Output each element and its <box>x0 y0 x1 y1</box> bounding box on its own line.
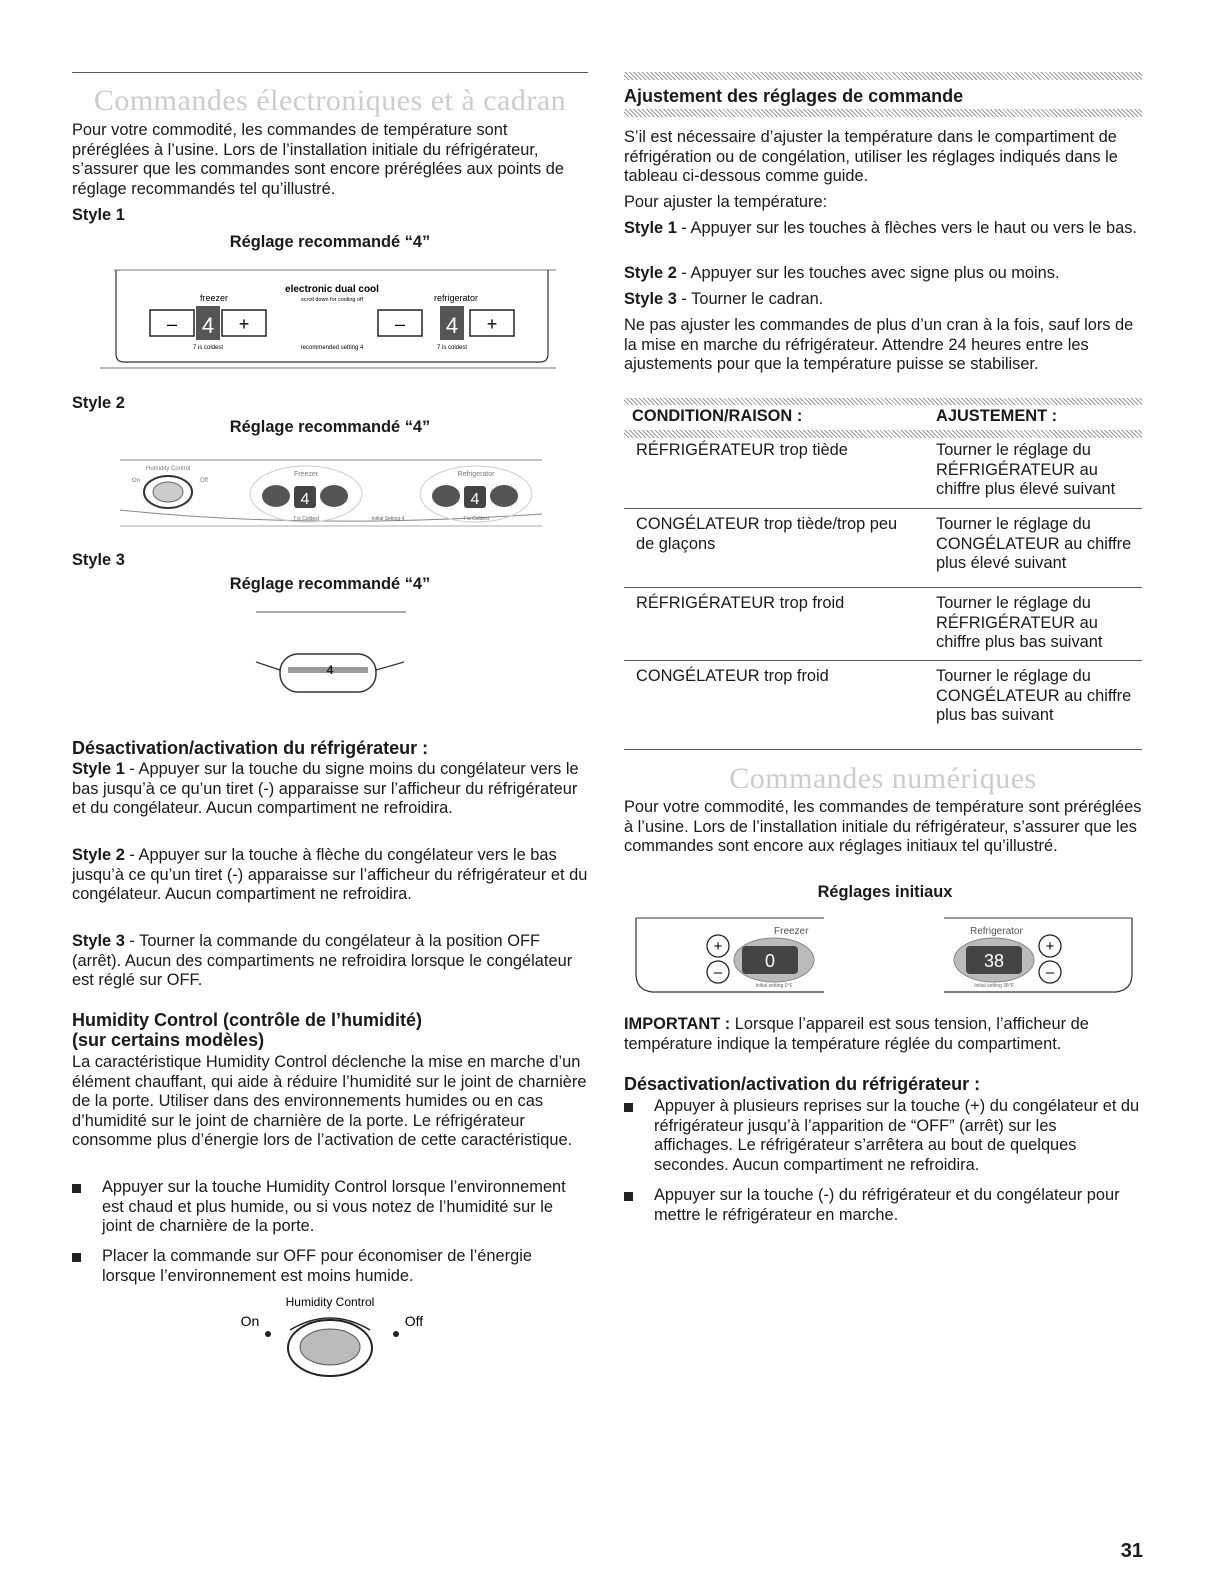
humidity-heading <box>72 1010 422 1050</box>
freezer-coldest-note: 7 is coldest <box>192 345 224 351</box>
refrigerator-coldest-note: 7 is coldest <box>436 345 468 351</box>
style3-label: Style 3 <box>72 551 125 569</box>
refrigerator-controls <box>378 306 514 351</box>
table-row-adjustment: Tourner le réglage du RÉFRIGÉRATEUR au chiffre plus élevé suivant <box>936 441 1116 499</box>
table-row-adjustment: Tourner le réglage du RÉFRIGÉRATEUR au chiffre plus bas suivant <box>936 594 1103 652</box>
panel3-refrigerator-label: Refrigerator <box>970 926 1023 937</box>
freezer-controls <box>150 306 266 351</box>
section-title-electronic: Commandes électroniques et à cadran <box>93 84 567 117</box>
bullet-square-icon <box>624 1192 633 1201</box>
table-row-condition: CONGÉLATEUR trop froid <box>636 667 829 685</box>
initial-settings-label: Réglages initiaux <box>817 883 953 901</box>
panel1-refrigerator-label: refrigerator <box>433 293 479 303</box>
panel2-refrigerator-coldest: 7 is Coldest <box>462 516 490 522</box>
adjust-style3-label: Style 3 <box>624 290 677 308</box>
disable-style1-label: Style 1 <box>72 760 125 778</box>
freezer-temperature-value: 0 <box>764 951 776 971</box>
style2-control-panel <box>110 452 550 542</box>
disable-style3-paragraph <box>72 932 588 991</box>
table-row-adjustment: Tourner le réglage du CONGÉLATEUR au chiffre plus élevé suivant <box>936 515 1132 573</box>
top-rule-left <box>72 72 588 73</box>
adjustment-how: Pour ajuster la température: <box>624 193 828 211</box>
panel2-humidity-label: Humidity Control <box>146 466 191 472</box>
table-row-adjustment: Tourner le réglage du CONGÉLATEUR au chiffre plus bas suivant <box>936 667 1132 725</box>
refrigerator-down-arrow[interactable] <box>432 485 460 507</box>
table-top-hatch <box>624 398 1142 405</box>
adjust-style2-text: - Appuyer sur les touches avec signe plus ou moins. <box>676 264 1060 282</box>
recommended-label-2: Réglage recommandé “4” <box>229 418 431 436</box>
refrigerator-initial-note: Initial setting 38°F <box>974 983 1014 989</box>
recommended-label-1: Réglage recommandé “4” <box>229 233 431 251</box>
humidity-heading-line2: (sur certains modèles) <box>72 1030 265 1050</box>
hc-title: Humidity Control <box>285 1295 375 1309</box>
recommended-label-3: Réglage recommandé “4” <box>229 575 431 593</box>
panel2-refrigerator-digit: 4 <box>470 491 480 508</box>
style3-dial <box>250 606 410 696</box>
humidity-bullet-text: Placer la commande sur OFF pour économiser de l’énergie lorsque l’environnement est moins humide. <box>102 1247 532 1285</box>
hatch-rule-under-heading <box>624 109 1142 117</box>
numeric-intro: Pour votre commodité, les commandes de température sont préréglées à l’usine. Lors de l’installation initiale du réfrigérateur, s’assurer que les commandes sont encore aux réglages initiaux tel qu’illustré. <box>624 798 1142 856</box>
disable-style2-text: - Appuyer sur la touche à flèche du congélateur vers le bas jusqu’à ce qu’un tiret (-) apparaisse sur l’afficheur du réfrigérateur et du congélateur. Aucun compartiment ne refroidira. <box>72 846 588 904</box>
table-row-divider <box>624 508 1142 509</box>
adjust-style3 <box>624 290 1142 310</box>
freezer-display-digit: 4 <box>201 313 215 338</box>
humidity-heading-line1: Humidity Control (contrôle de l’humidité) <box>72 1010 422 1030</box>
panel1-title: electronic dual cool <box>285 284 379 295</box>
panel2-freezer-coldest: 7 is Coldest <box>292 516 320 522</box>
disable-style2-paragraph <box>72 846 588 905</box>
panel3-freezer-minus-glyph: – <box>713 964 723 981</box>
disable-heading-left: Désactivation/activation du réfrigérateur : <box>72 738 429 758</box>
panel2-off-label: Off <box>200 478 208 484</box>
on-indicator-dot <box>265 1331 271 1337</box>
humidity-toggle-center <box>153 482 183 502</box>
table-row-divider <box>624 660 1142 661</box>
important-note <box>624 1015 1142 1054</box>
bullet-square-icon <box>72 1253 81 1262</box>
disable-style2-label: Style 2 <box>72 846 125 864</box>
table-header-condition: CONDITION/RAISON : <box>632 407 803 425</box>
refrigerator-plus-glyph: + <box>486 314 498 334</box>
hatch-rule-top <box>624 72 1142 80</box>
table-row-divider <box>624 587 1142 588</box>
freezer-plus-glyph: + <box>238 314 250 334</box>
panel1-freezer-label: freezer <box>199 293 229 303</box>
off-indicator-dot <box>393 1331 399 1337</box>
adjust-style1-text: - Appuyer sur les touches à flèches vers le haut ou vers le bas. <box>676 219 1137 237</box>
important-text: Lorsque l’appareil est sous tension, l’afficheur de température indique la température réglée du compartiment. <box>624 1015 1089 1053</box>
humidity-paragraph: La caractéristique Humidity Control déclenche la mise en marche d’un élément chauffant, qui aide à réduire l’humidité sur le joint de charnière de la porte. Utiliser dans des environnements humides ou en cas d’humidité sur le joint de charnière de la porte. Le réfrigérateur consomme plus d’énergie lors de l’activation de cette caractéristique. <box>72 1053 587 1150</box>
panel1-recommended-note: recommended setting 4 <box>300 345 364 351</box>
panel1-subtitle: scroll down for cooling off <box>301 297 363 303</box>
style2-label: Style 2 <box>72 394 125 412</box>
adjustment-heading: Ajustement des réglages de commande <box>624 86 964 106</box>
humidity-control-illustration <box>230 1290 430 1380</box>
style1-label: Style 1 <box>72 206 125 224</box>
adjust-style3-text: - Tourner le cadran. <box>676 290 824 308</box>
panel3-refrigerator-minus-glyph: – <box>1045 964 1055 981</box>
digital-control-panel <box>624 914 1142 1000</box>
panel2-initial-note: Initial Setting 4 <box>371 516 405 522</box>
disable-style1-paragraph <box>72 760 588 819</box>
panel3-freezer-label: Freezer <box>774 926 809 937</box>
dial-setting-number: 4 <box>326 663 334 677</box>
refrigerator-up-arrow[interactable] <box>490 485 518 507</box>
bullet-square-icon <box>624 1103 633 1112</box>
adjust-style2-label: Style 2 <box>624 264 677 282</box>
table-header-adjustment: AJUSTEMENT : <box>936 407 1058 425</box>
adjustment-warning: Ne pas ajuster les commandes de plus d’un cran à la fois, sauf lors de la mise en marche du réfrigérateur. Attendre 24 heures entre les ajustements pour que la température puisse se stabiliser. <box>624 316 1134 374</box>
freezer-up-arrow[interactable] <box>320 485 348 507</box>
panel2-freezer-label: Freezer <box>293 471 319 478</box>
table-bottom-rule <box>624 749 1142 750</box>
freezer-minus-glyph: – <box>166 314 178 334</box>
humidity-control-button-face <box>300 1329 360 1365</box>
hc-off-label: Off <box>404 1313 424 1329</box>
panel2-on-label: On <box>132 478 141 484</box>
panel3-refrigerator-plus-glyph: + <box>1045 938 1055 955</box>
disable-style3-label: Style 3 <box>72 932 125 950</box>
humidity-bullet-text: Appuyer sur la touche Humidity Control lorsque l’environnement est chaud et plus humide, ou si vous notez de l’humidité sur le joint de charnière de la porte. <box>102 1178 566 1236</box>
table-row-condition: CONGÉLATEUR trop tiède/trop peu de glaçons <box>636 515 898 553</box>
table-header-hatch <box>624 430 1142 438</box>
section-title-numeric: Commandes numériques <box>729 762 1037 795</box>
disable-style3-text: - Tourner la commande du congélateur à la position OFF (arrêt). Aucun des compartiments ne refroidira lorsque le congélateur est réglé sur OFF. <box>72 932 573 990</box>
intro-paragraph-left: Pour votre commodité, les commandes de température sont préréglées à l’usine. Lors de l’installation initiale du réfrigérateur, s’assurer que les commandes sont encore préréglées aux points de réglage recommandés tel qu’illustré. <box>72 121 564 198</box>
panel2-freezer-digit: 4 <box>300 491 310 508</box>
page-number: 31 <box>1120 1540 1143 1562</box>
panel3-freezer-plus-glyph: + <box>713 938 723 955</box>
disable-heading-right: Désactivation/activation du réfrigérateur : <box>624 1074 981 1094</box>
adjust-style1-label: Style 1 <box>624 219 677 237</box>
bullet-square-icon <box>72 1184 81 1193</box>
panel2-refrigerator-label: Refrigerator <box>457 471 495 478</box>
important-label: IMPORTANT : <box>624 1015 731 1033</box>
refrigerator-display-digit: 4 <box>445 313 459 338</box>
hc-on-label: On <box>240 1313 260 1329</box>
refrigerator-minus-glyph: – <box>394 314 406 334</box>
adjust-style1 <box>624 219 1142 239</box>
freezer-initial-note: Initial setting 0°F <box>755 983 793 989</box>
table-row-condition: RÉFRIGÉRATEUR trop tiède <box>636 441 848 459</box>
adjust-style2 <box>624 264 1142 284</box>
adjustment-intro: S’il est nécessaire d’ajuster la température dans le compartiment de réfrigération ou de congélation, utiliser les réglages indiqués dans le tableau ci-dessous comme guide. <box>624 128 1118 186</box>
freezer-down-arrow[interactable] <box>262 485 290 507</box>
refrigerator-temperature-value: 38 <box>983 951 1005 971</box>
table-row-condition: RÉFRIGÉRATEUR trop froid <box>636 594 845 612</box>
disable-style1-text: - Appuyer sur la touche du signe moins du congélateur vers le bas jusqu’à ce qu’un tiret (-) apparaisse sur l’afficheur du réfrigérateur et du congélateur. Aucun compartiment ne refroidira. <box>72 760 579 818</box>
disable-bullet-text: Appuyer à plusieurs reprises sur la touche (+) du congélateur et du réfrigérateur jusqu’à l’apparition de “OFF” (arrêt) sur les affichages. Le réfrigérateur s’arrêtera au bout de quelques secondes. Aucun compartiment ne refroidira. <box>654 1097 1140 1174</box>
electronic-dual-cool-panel <box>100 264 560 376</box>
disable-bullet-text: Appuyer sur la touche (-) du réfrigérateur et du congélateur pour mettre le réfrigérateur en marche. <box>654 1186 1120 1224</box>
